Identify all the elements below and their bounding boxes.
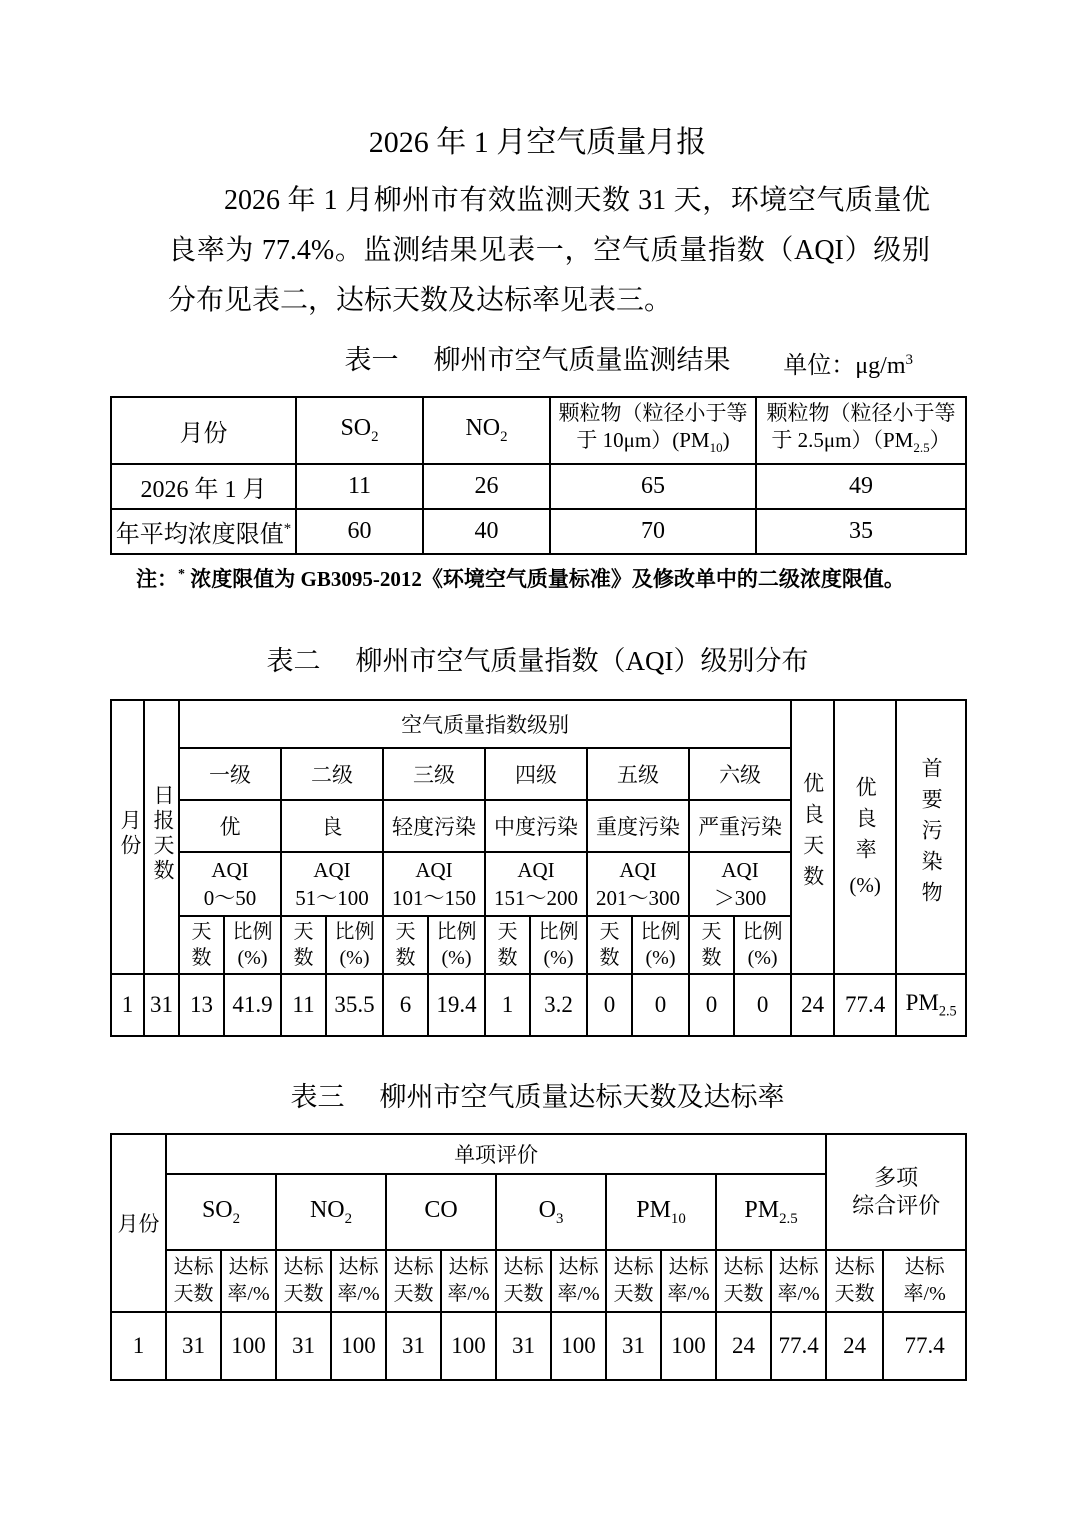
t3-days-label: 达标天数: [166, 1250, 221, 1312]
t2-data-primary-pollutant: $PM_{2.5}$: [896, 974, 966, 1036]
t3-data-multi-rate: 77.4: [883, 1312, 966, 1380]
t3-data-no2-rate: 100: [331, 1312, 386, 1380]
t1-row1-pm10: 65: [550, 464, 756, 509]
t2-data-l6-days: 0: [689, 974, 734, 1036]
t2-header-excellent-rate: 优良率 (%): [834, 700, 896, 974]
t3-data-co-days: 31: [386, 1312, 441, 1380]
t3-pollutant-so2: $SO_2$: [166, 1174, 276, 1250]
table3-caption-title: 柳州市空气质量达标天数及达标率: [379, 1082, 785, 1113]
t3-pollutant-o3: $O_3$: [496, 1174, 606, 1250]
t2-level-3: 三级: [383, 748, 485, 800]
table1-caption-label: 表一: [344, 345, 399, 375]
t2-name-4: 中度污染: [485, 800, 587, 852]
table1-unit: 单位：$\mu g/m^3$: [783, 352, 913, 379]
t3-days-label: 达标天数: [496, 1250, 551, 1312]
t3-days-label: 达标天数: [606, 1250, 661, 1312]
t1-header-pm10: 颗粒物（粒径小于等于 $10\mu m)(PM_{10})$: [550, 397, 756, 464]
t2-row-group-header: [111, 700, 966, 748]
t2-header-aqi-levels: 空气质量指数级别: [179, 700, 791, 748]
t3-days-label: 达标天数: [276, 1250, 331, 1312]
t1-header-no2: $NO_2$: [423, 397, 550, 464]
t2-days-label: 天数: [485, 916, 530, 974]
t2-days-label: 天数: [281, 916, 326, 974]
t3-data-month: 1: [111, 1312, 166, 1380]
t2-days-label: 天数: [383, 916, 428, 974]
table2-caption-row: [110, 643, 965, 679]
t2-level-4: 四级: [485, 748, 587, 800]
t2-name-3: 轻度污染: [383, 800, 485, 852]
t2-range-2: AQI 51～100: [281, 852, 383, 916]
t3-data-row: [111, 1312, 966, 1380]
t2-ratio-label: 比例(%): [632, 916, 689, 974]
t3-header-single-eval: 单项评价: [166, 1134, 826, 1174]
t3-rate-label: 达标率/%: [441, 1250, 496, 1312]
t2-ratio-label: 比例(%): [530, 916, 587, 974]
t2-ratio-label: 比例(%): [428, 916, 485, 974]
table2-aqi-distribution: [110, 699, 967, 1037]
table1-header-row: [111, 397, 966, 464]
t2-data-l1-days: 13: [179, 974, 224, 1036]
t1-row1-no2: 26: [423, 464, 550, 509]
t2-level-1: 一级: [179, 748, 281, 800]
t1-row2-so2: 60: [296, 509, 423, 554]
t3-rate-label: 达标率/%: [661, 1250, 716, 1312]
t2-range-3: AQI 101～150: [383, 852, 485, 916]
t3-data-pm10-rate: 100: [661, 1312, 716, 1380]
t3-pollutant-co: CO: [386, 1174, 496, 1250]
t3-data-o3-rate: 100: [551, 1312, 606, 1380]
t1-header-month: 月份: [111, 397, 296, 464]
t1-row2-label: 年平均浓度限值*: [111, 509, 296, 554]
t3-data-multi-days: 24: [826, 1312, 883, 1380]
unit-superscript: 3: [905, 352, 913, 368]
t1-row1-label: 2026 年 1 月: [111, 464, 296, 509]
t2-name-1: 优: [179, 800, 281, 852]
t2-data-excellent-rate: 77.4: [834, 974, 896, 1036]
t2-name-2: 良: [281, 800, 383, 852]
t3-rate-label: 达标率/%: [221, 1250, 276, 1312]
t1-row1-pm25: 49: [756, 464, 966, 509]
t3-pollutant-pm10: $PM_{10}$: [606, 1174, 716, 1250]
t2-level-5: 五级: [587, 748, 689, 800]
t2-ratio-label: 比例(%): [734, 916, 791, 974]
table2-caption-title: 柳州市空气质量指数（AQI）级别分布: [355, 646, 809, 677]
intro-paragraph: 2026 年 1 月柳州市有效监测天数 31 天，环境空气质量优良率为 77.4%。监测结果见表一，空气质量指数（AQI）级别分布见表二，达标天数及达标率见表三。: [168, 185, 930, 316]
t3-rate-label: 达标率/%: [551, 1250, 606, 1312]
t3-rate-label: 达标率/%: [331, 1250, 386, 1312]
t2-days-label: 天数: [587, 916, 632, 974]
t2-data-l5-days: 0: [587, 974, 632, 1036]
t1-header-pm25: 颗粒物（粒径小于等于 $2.5\mu m)(PM_{2.5})$: [756, 397, 966, 464]
t3-days-label: 达标天数: [716, 1250, 771, 1312]
t1-row1-so2: 11: [296, 464, 423, 509]
t1-header-so2: $SO_2$: [296, 397, 423, 464]
table3-caption-label: 表三: [290, 1082, 345, 1113]
table1-limit-row: [111, 509, 966, 554]
table1-caption-row: [110, 342, 965, 378]
t3-data-pm10-days: 31: [606, 1312, 661, 1380]
t2-data-l4-days: 1: [485, 974, 530, 1036]
t3-rate-label: 达标率/%: [883, 1250, 966, 1312]
t2-data-month: 1: [111, 974, 144, 1036]
table3-caption-row: [110, 1079, 965, 1115]
t2-data-l5-ratio: 0: [632, 974, 689, 1036]
t2-days-label: 天数: [689, 916, 734, 974]
table2-caption-label: 表二: [266, 646, 321, 677]
t2-name-5: 重度污染: [587, 800, 689, 852]
t2-level-6: 六级: [689, 748, 791, 800]
table1-footnote: 注：* 浓度限值为 GB3095-2012《环境空气质量标准》及修改单中的二级浓度限值。: [136, 567, 905, 592]
table1-caption-title: 柳州市空气质量监测结果: [433, 345, 731, 375]
table3-attainment: [110, 1133, 967, 1381]
t2-range-1: AQI 0～50: [179, 852, 281, 916]
t3-rate-label: 达标率/%: [771, 1250, 826, 1312]
t2-data-l2-ratio: 35.5: [326, 974, 383, 1036]
t2-data-l2-days: 11: [281, 974, 326, 1036]
t1-row2-pm25: 35: [756, 509, 966, 554]
t2-data-excellent-days: 24: [791, 974, 834, 1036]
t2-range-5: AQI 201～300: [587, 852, 689, 916]
t2-ratio-label: 比例(%): [326, 916, 383, 974]
t2-data-l3-ratio: 19.4: [428, 974, 485, 1036]
t2-header-month: 月份: [111, 700, 144, 974]
t2-data-l6-ratio: 0: [734, 974, 791, 1036]
t3-data-no2-days: 31: [276, 1312, 331, 1380]
t1-row2-pm10: 70: [550, 509, 756, 554]
t3-data-pm25-rate: 77.4: [771, 1312, 826, 1380]
t2-days-label: 天数: [179, 916, 224, 974]
t3-row-group-header: [111, 1134, 966, 1174]
t1-row2-no2: 40: [423, 509, 550, 554]
t2-data-l4-ratio: 3.2: [530, 974, 587, 1036]
t2-range-4: AQI 151～200: [485, 852, 587, 916]
t2-level-2: 二级: [281, 748, 383, 800]
t2-header-excellent-days: 优良天数: [791, 700, 834, 974]
t3-row-subheaders: [111, 1250, 966, 1312]
t3-data-so2-rate: 100: [221, 1312, 276, 1380]
t2-data-days: 31: [144, 974, 179, 1036]
t3-data-so2-days: 31: [166, 1312, 221, 1380]
t2-header-daily-days: 日报天数: [144, 700, 179, 974]
t2-name-6: 严重污染: [689, 800, 791, 852]
t3-data-pm25-days: 24: [716, 1312, 771, 1380]
t2-header-primary-pollutant: 首要污染物: [896, 700, 966, 974]
t3-pollutant-no2: $NO_2$: [276, 1174, 386, 1250]
t3-header-month: 月份: [111, 1134, 166, 1312]
t3-data-co-rate: 100: [441, 1312, 496, 1380]
t2-data-l3-days: 6: [383, 974, 428, 1036]
t2-data-row: [111, 974, 966, 1036]
t2-ratio-label: 比例(%): [224, 916, 281, 974]
t3-data-o3-days: 31: [496, 1312, 551, 1380]
t3-pollutant-pm25: $PM_{2.5}$: [716, 1174, 826, 1250]
t3-days-label: 达标天数: [386, 1250, 441, 1312]
t3-days-label: 达标天数: [826, 1250, 883, 1312]
page-title: 2026 年 1 月空气质量月报: [368, 126, 707, 159]
table1-data-row: [111, 464, 966, 509]
t2-data-l1-ratio: 41.9: [224, 974, 281, 1036]
t3-header-multi-eval: 多项 综合评价: [826, 1134, 966, 1250]
t2-range-6: AQI ＞300: [689, 852, 791, 916]
table1-monitoring-results: [110, 396, 967, 555]
